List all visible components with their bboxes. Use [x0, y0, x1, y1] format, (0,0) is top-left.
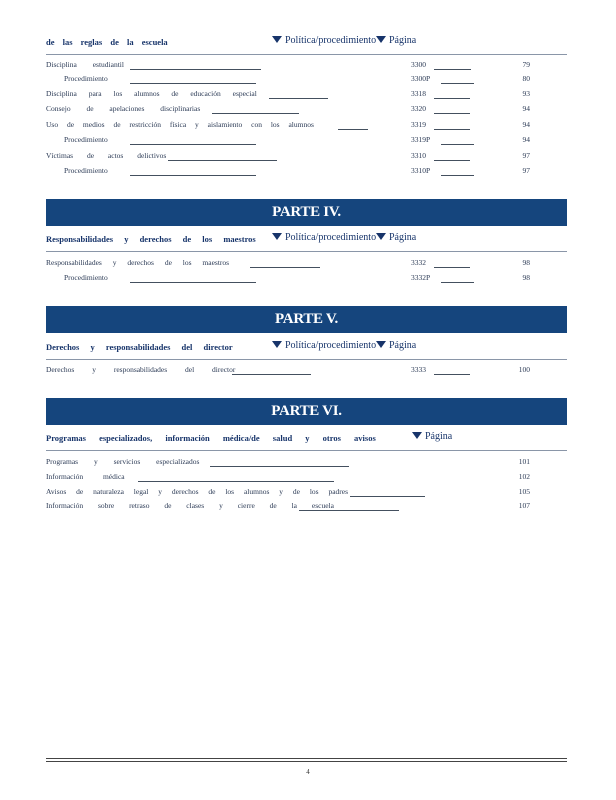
leader-line [210, 466, 349, 467]
section-title: Derechos y responsabilidades del director [46, 342, 233, 352]
page-column-label: Página [389, 35, 417, 46]
triangle-down-icon [376, 233, 386, 240]
page-column-header [376, 232, 416, 243]
page-column-label: Página [425, 431, 453, 442]
toc-entry-page: 105 [518, 487, 530, 496]
toc-entry-page: 94 [522, 135, 530, 144]
toc-entry-label: Procedimiento [64, 273, 108, 282]
section-header-director [46, 339, 567, 360]
toc-entry-page: 98 [522, 258, 530, 267]
policy-column-label: Política/procedimiento [285, 35, 377, 46]
code-leader-line [434, 69, 471, 70]
policy-column-label: Política/procedimiento [285, 340, 377, 351]
section-header-school-rules [46, 34, 567, 55]
code-leader-line [441, 175, 474, 176]
toc-entry-label: Procedimiento [64, 135, 108, 144]
toc-entry-page: 97 [522, 166, 530, 175]
code-leader-line [441, 83, 474, 84]
toc-entry-label: Procedimiento [64, 166, 108, 175]
toc-entry-code: 3300P [411, 74, 431, 83]
leader-line [232, 374, 311, 375]
toc-entry-label: Derechos y responsabilidades del director [46, 365, 236, 374]
toc-entry-page: 107 [518, 501, 530, 510]
toc-entry-page: 79 [522, 60, 530, 69]
toc-entry-label: Procedimiento [64, 74, 108, 83]
section-title: Responsabilidades y derechos de los maestros [46, 234, 256, 244]
leader-line [130, 83, 256, 84]
section-header-programs [46, 430, 567, 451]
toc-row[interactable] [46, 74, 567, 86]
code-leader-line [434, 267, 470, 268]
toc-entry-label: Uso de medios de restricción física y aislamiento con los alumnos [46, 120, 314, 129]
toc-row[interactable] [46, 472, 567, 484]
toc-entry-code: 3318 [411, 89, 426, 98]
toc-entry-label: Disciplina estudiantil [46, 60, 124, 69]
page-column-label: Página [389, 340, 417, 351]
toc-row[interactable] [46, 487, 567, 499]
toc-row[interactable] [46, 104, 567, 116]
toc-entry-page: 93 [522, 89, 530, 98]
toc-entry-page: 80 [522, 74, 530, 83]
part-v-banner: PARTE V. [46, 306, 567, 333]
page-column-header [376, 340, 416, 351]
policy-column-header [272, 35, 376, 46]
toc-entry-page: 101 [518, 457, 530, 466]
leader-line [168, 160, 277, 161]
code-leader-line [434, 374, 470, 375]
toc-entry-code: 3332P [411, 273, 431, 282]
toc-row[interactable] [46, 365, 567, 377]
footer-rule-top [46, 758, 567, 759]
toc-entry-label: Disciplina para los alumnos de educación especial [46, 89, 257, 98]
triangle-down-icon [272, 233, 282, 240]
section-title: Programas especializados, información médica/de salud y otros avisos [46, 433, 376, 443]
leader-line [250, 267, 320, 268]
toc-entry-code: 3320 [411, 104, 426, 113]
toc-entry-code: 3310P [411, 166, 431, 175]
toc-row[interactable] [46, 166, 567, 178]
page-column-label: Página [389, 232, 417, 243]
leader-line [138, 481, 334, 482]
toc-entry-page: 97 [522, 151, 530, 160]
footer-rule-bottom [46, 761, 567, 762]
toc-entry-label: Programas y servicios especializados [46, 457, 200, 466]
toc-row[interactable] [46, 60, 567, 72]
code-leader-line [434, 113, 470, 114]
triangle-down-icon [272, 36, 282, 43]
page-column-header [412, 431, 452, 442]
toc-entry-code: 3310 [411, 151, 426, 160]
code-leader-line [434, 160, 470, 161]
section-title: de las reglas de la escuela [46, 37, 168, 47]
leader-line [130, 175, 256, 176]
toc-entry-label: Avisos de naturaleza legal y derechos de los alumnos y de los padres [46, 487, 349, 496]
triangle-down-icon [412, 432, 422, 439]
toc-entry-label: Información sobre retraso de clases y cierre de la escuela [46, 501, 334, 510]
toc-entry-code: 3300 [411, 60, 426, 69]
code-leader-line [441, 144, 474, 145]
leader-line [338, 129, 368, 130]
toc-row[interactable] [46, 501, 567, 513]
triangle-down-icon [376, 36, 386, 43]
code-leader-line [441, 282, 474, 283]
leader-line [350, 496, 425, 497]
toc-entry-code: 3319P [411, 135, 431, 144]
toc-entry-code: 3333 [411, 365, 426, 374]
toc-entry-label: Información médica [46, 472, 125, 481]
policy-column-header [272, 232, 376, 243]
leader-line [299, 510, 399, 511]
toc-entry-code: 3319 [411, 120, 426, 129]
page-number: 4 [306, 768, 310, 776]
toc-row[interactable] [46, 135, 567, 147]
leader-line [269, 98, 328, 99]
part-vi-banner: PARTE VI. [46, 398, 567, 425]
toc-entry-label: Víctimas de actos delictivos [46, 151, 167, 160]
toc-row[interactable] [46, 457, 567, 469]
toc-row[interactable] [46, 120, 567, 132]
toc-entry-code: 3332 [411, 258, 426, 267]
toc-row[interactable] [46, 151, 567, 163]
leader-line [130, 69, 261, 70]
toc-entry-page: 102 [518, 472, 530, 481]
policy-column-label: Política/procedimiento [285, 232, 377, 243]
toc-entry-page: 98 [522, 273, 530, 282]
leader-line [212, 113, 299, 114]
toc-entry-page: 94 [522, 120, 530, 129]
code-leader-line [434, 129, 470, 130]
toc-entry-page: 100 [518, 365, 530, 374]
toc-entry-page: 94 [522, 104, 530, 113]
policy-column-header [272, 340, 376, 351]
toc-row[interactable] [46, 258, 567, 270]
code-leader-line [434, 98, 470, 99]
triangle-down-icon [376, 341, 386, 348]
leader-line [130, 144, 256, 145]
toc-row[interactable] [46, 273, 567, 285]
page-column-header [376, 35, 416, 46]
part-iv-banner: PARTE IV. [46, 199, 567, 226]
leader-line [130, 282, 256, 283]
toc-entry-label: Consejo de apelaciones disciplinarias [46, 104, 201, 113]
section-header-teachers [46, 231, 567, 252]
triangle-down-icon [272, 341, 282, 348]
toc-row[interactable] [46, 89, 567, 101]
toc-entry-label: Responsabilidades y derechos de los maestros [46, 258, 230, 267]
